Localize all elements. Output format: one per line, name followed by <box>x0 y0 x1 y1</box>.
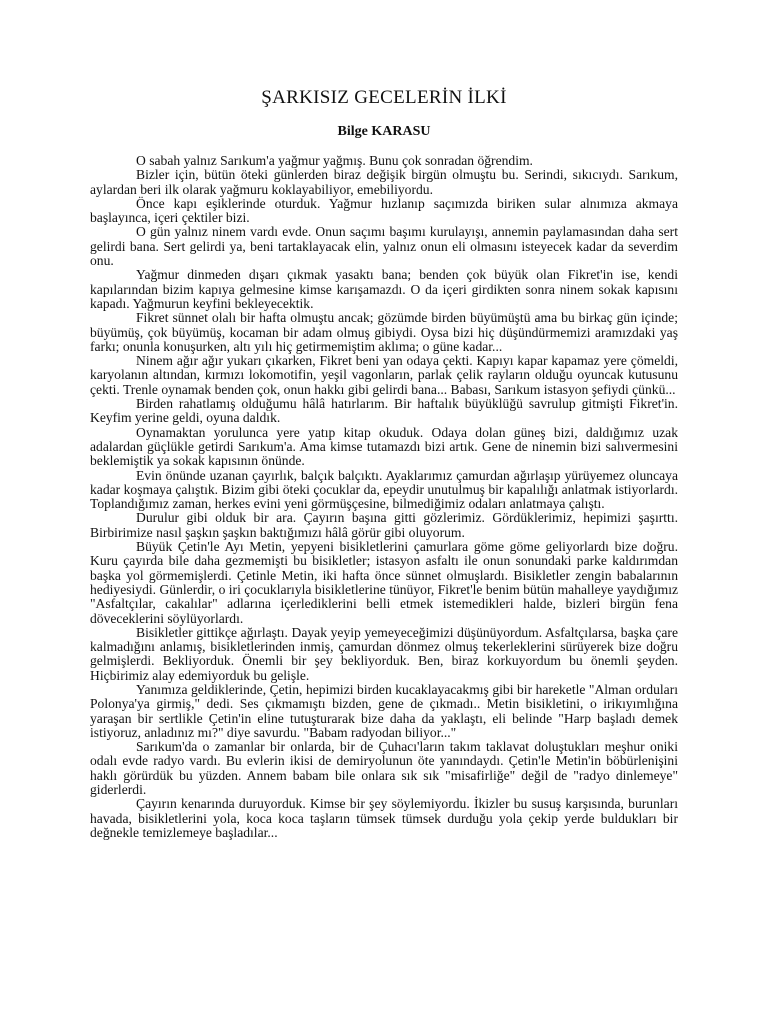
paragraph: Yanımıza geldiklerinde, Çetin, hepimizi birden kucaklayacakmış gibi bir hareketle "Alman orduları Polonya'ya girmiş," dedi. Ses çıkmamıştı bizden, gene de çıkmadı.. Metin bisikletini, o irikıyımlığına yaraşan bir sertlikle Çetin'in eline tutuşturarak bize daha da yaklaştı, eli belinde "Harp başladı demek istiyoruz, anladınız mı?" diye savurdu. "Babam radyodan biliyor..." <box>90 681 678 740</box>
paragraph: Fikret sünnet olalı bir hafta olmuştu ancak; gözümde birden büyümüştü ama bu birkaç gün içinde; büyümüş, çok büyümüş, kocaman bir adam olmuş gibiydi. Oysa bizi hiç düşündürmemizi aramızdaki yaş farkı; onunla konuşurken, altı yılı hiç getirmemiştim aklıma; o güne kadar... <box>90 310 678 354</box>
author-name: Bilge KARASU <box>337 124 431 139</box>
paragraph: Birden rahatlamış olduğumu hâlâ hatırlarım. Bir haftalık büyüklüğü savrulup gitmişti Fikret'in. Keyfim yerine geldi, oyuna daldık. <box>90 396 678 426</box>
paragraph: Ninem ağır ağır yukarı çıkarken, Fikret beni yan odaya çekti. Kapıyı kapar kapamaz yere çömeldi, karyolanın altından, kırmızı lokomotifin, yeşil vagonların, parlak çelik rayların olduğu oyuncak kutusunu çekti. Trenle oynamak benden çok, onun hakkı gibi gelirdi bana... Babası, Sarıkum istasyon şefiydi çünkü... <box>90 353 678 397</box>
paragraph: Oynamaktan yorulunca yere yatıp kitap okuduk. Odaya dolan güneş bizi, daldığımız uzak adalardan güçlükle getirdi Sarıkum'a. Ama kimse tutamazdı bizi artık. Gene de ninemin bizi salıvermesini beklemiştik ya sokak kapısının önünde. <box>90 424 678 469</box>
paragraph: Evin önünde uzanan çayırlık, balçık balçıktı. Ayaklarımız çamurdan ağırlaşıp yürüyemez oluncaya kadar koşmaya çalıştık. Bizim gibi öteki çocuklar da, epeydir unutulmuş bir kapalılığı anlatmak istiyorlardı. Toplandığımız zaman, herkes evini yeni görmüşçesine, bilmediğimiz odaları anlatmaya çalıştı. <box>90 467 678 512</box>
paragraph: Durulur gibi olduk bir ara. Çayırın başına gitti gözlerimiz. Gördüklerimiz, hepimizi şaşırttı. Birbirimize nasıl şaşkın şaşkın baktığımızı hâlâ görür gibi oluyorum. <box>90 510 678 540</box>
paragraph: Bisikletler gittikçe ağırlaştı. Dayak yeyip yemeyeceğimizi düşünüyordum. Asfaltçılarsa, başka çare kalmadığını anlamış, bisikletlerinden inmiş, çamurdan dönmez olmuş tekerleklerini sürüyerek bize doğru gelmişlerdi. Bekliyorduk. Önemli bir şey bekliyorduk. Ben, biraz korkuyordum bu önemli şeyden. Hiçbirimiz alay edemiyorduk bu gelişle. <box>90 624 678 683</box>
paragraph: O gün yalnız ninem vardı evde. Onun saçımı başımı kurulayışı, annemin paylamasından daha sert gelirdi bana. Sert gelirdi ya, beni tartaklayacak elin, yalnız onun eli olmasını isteyecek kadar da severdim onu. <box>90 224 678 269</box>
document-title: ŞARKISIZ GECELERİN İLKİ <box>261 87 507 108</box>
paragraph: Bizler için, bütün öteki günlerden biraz değişik birgün olmuştu bu. Serindi, sıkıcıydı. Sarıkum, aylardan beri ilk olarak yağmuru koklayabiliyor, emebiliyordu. <box>90 167 678 197</box>
paragraph: Çayırın kenarında duruyorduk. Kimse bir şey söylemiyordu. İkizler bu susuş karşısında, burunları havada, bisikletlerini yola, koca koca taşların tümsek tümsek durduğu yola çekip yerde buldukları bir değnekle temizlemeye başladılar... <box>90 796 678 840</box>
paragraph: Yağmur dinmeden dışarı çıkmak yasaktı bana; benden çok büyük olan Fikret'in ise, kendi kapılarından bizim kapıya gelmesine kimse karışamazdı. O da içeri girdikten sonra ninem sokak kapısını kapadı. Yağmurun keyfini bekleyecektik. <box>90 267 678 311</box>
paragraph: O sabah yalnız Sarıkum'a yağmur yağmış. Bunu çok sonradan öğrendim. <box>136 153 533 168</box>
paragraph: Sarıkum'da o zamanlar bir onlarda, bir de Çuhacı'ların takım taklavat doluştukları meşhur oniki odalı evde radyo vardı. Bu evlerin ikisi de demiryolunun öte yanındaydı. Çetin'le Metin'in böbürlenişini haklı görürdük bu yüzden. Annem babam bile onlara sık sık "misafirliğe" değil de "radyo dinlemeye" giderlerdi. <box>90 739 678 798</box>
paragraph: Önce kapı eşiklerinde oturduk. Yağmur hızlanıp saçımızda biriken sular alnımıza akmaya başlayınca, içeri çektiler bizi. <box>90 195 678 226</box>
paragraph: Büyük Çetin'le Ayı Metin, yepyeni bisikletlerini çamurlara göme göme geliyorlardı bize doğru. Kuru çayırda bile daha gezmemişti bu bisikletler; istasyon asfaltı ile onun sonundaki parke kaldırımdan başka yol görmemişlerdi. Çetinle Metin, iki hafta önce sünnet olmuşlardı. Bisikletler zengin babalarının hediyesiydi. Günlerdir, o iri çocuklarıyla bisikletlerine tünüyor, Fikret'le benim bütün mahalleye yaydığımız "Asfaltçılar, cakalılar" adlarına içerlediklerini belli etmek istemedikleri halde, bizleri birgün fena döveceklerini söylüyorlardı. <box>90 539 679 626</box>
document-body <box>90 154 678 840</box>
